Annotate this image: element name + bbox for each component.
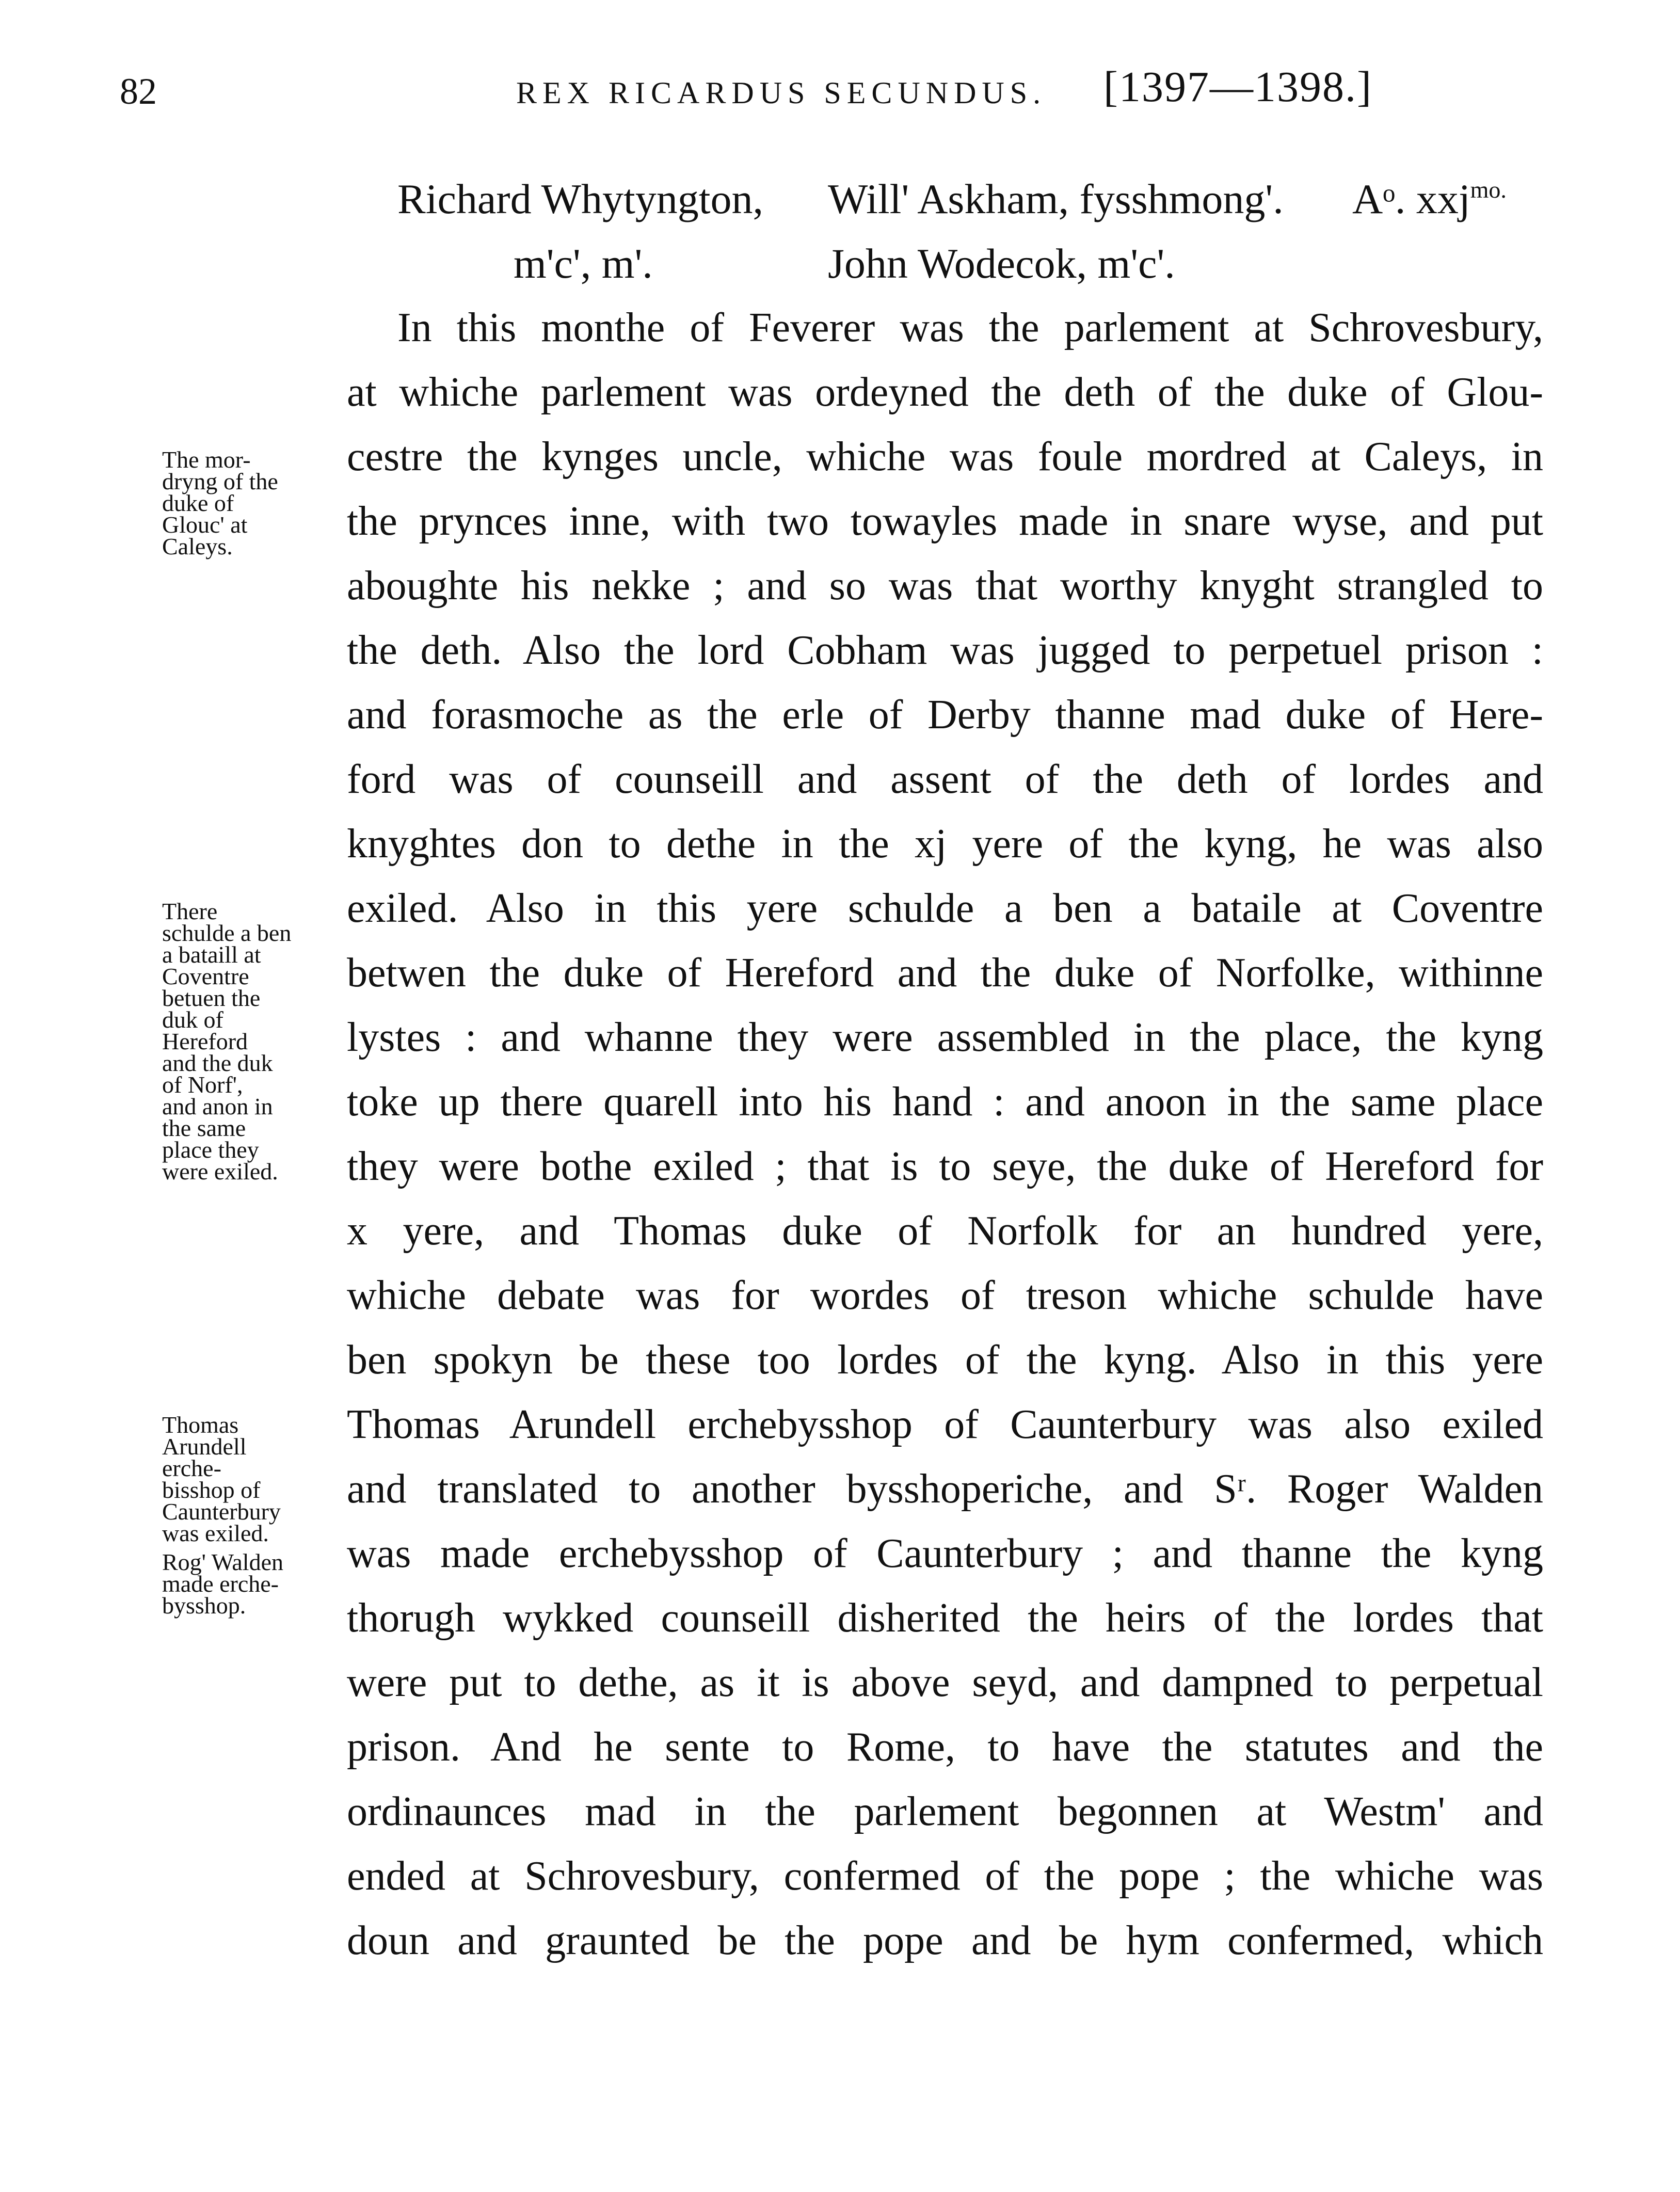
margin-note-line: bisshop of [162, 1477, 261, 1503]
margin-note-line: The mor- [162, 446, 251, 473]
margin-note-line: erche- [162, 1455, 221, 1481]
mayor-trades: m'c', m'. [514, 240, 653, 287]
page-number: 82 [120, 71, 157, 112]
sheriff-one: Will' Askham, fysshmong'. [828, 175, 1284, 222]
margin-note-line: made erche- [162, 1571, 279, 1597]
regnal-year: Aᵒ. xxj$^{mo.}$ [1352, 175, 1507, 222]
body-line: Thomas Arundell erchebysshop of Caunterbury was also exiled [347, 1402, 1543, 1447]
body-line: lystes : and whanne they were assembled in the place, the kyng [347, 1015, 1543, 1060]
body-line: whiche debate was for wordes of treson whiche schulde have [347, 1273, 1543, 1318]
body-line: the deth. Also the lord Cobham was jugged to perpetuel prison : [347, 628, 1543, 673]
margin-note-line: Caleys. [162, 533, 233, 559]
body-line: was made erchebysshop of Caunterbury ; and thanne the kyng [347, 1531, 1543, 1576]
running-title: REX RICARDUS SECUNDUS. [516, 76, 1047, 110]
body-line: ended at Schrovesbury, confermed of the pope ; the whiche was [347, 1853, 1543, 1899]
body-line: ben spokyn be these too lordes of the kyng. Also in this yere [347, 1337, 1543, 1383]
margin-note-line: Coventre [162, 963, 249, 989]
margin-note-line: was exiled. [162, 1520, 269, 1546]
body-line: thorugh wykked counseill disherited the heirs of the lordes that [347, 1595, 1543, 1641]
margin-note-line: Thomas [162, 1412, 239, 1438]
body-line: ordinaunces mad in the parlement begonnen at Westm' and [347, 1789, 1543, 1834]
margin-note-line: betuen the [162, 985, 261, 1011]
body-line: at whiche parlement was ordeyned the deth of the duke of Glou- [347, 370, 1543, 415]
margin-note-line: and the duk [162, 1050, 273, 1076]
margin-note-line: Caunterbury [162, 1498, 281, 1525]
body-line: In this monthe of Feverer was the parlement at Schrovesbury, [397, 305, 1543, 350]
margin-note-line: duke of [162, 490, 234, 516]
margin-note-line: and anon in [162, 1093, 273, 1119]
margin-note-line: Arundell [162, 1433, 247, 1460]
margin-note-line: Hereford [162, 1028, 248, 1054]
page-header [0, 61, 1680, 123]
margin-note-line: Rog' Walden [162, 1549, 283, 1575]
sheriff-two: John Wodecok, m'c'. [828, 240, 1175, 287]
margin-note-line: a bataill at [162, 941, 261, 968]
body-line: aboughte his nekke ; and so was that worthy knyght strangled to [347, 563, 1543, 609]
body-line: cestre the kynges uncle, whiche was foule mordred at Caleys, in [347, 434, 1543, 479]
margin-note-arundell [162, 1414, 283, 1617]
margin-note-line: the same [162, 1115, 246, 1141]
body-line: ford was of counseill and assent of the deth of lordes and [347, 757, 1543, 802]
body-line: exiled. Also in this yere schulde a ben a bataile at Coventre [347, 886, 1543, 931]
margin-note-line: There [162, 898, 218, 924]
margin-note-line: place they [162, 1137, 259, 1163]
body-line: prison. And he sente to Rome, to have the statutes and the [347, 1724, 1543, 1770]
margin-note-coventre [162, 898, 292, 1185]
body-line: and translated to another bysshoperiche, and Sʳ. Roger Walden [347, 1466, 1543, 1512]
body-line: x yere, and Thomas duke of Norfolk for an hundred yere, [347, 1208, 1543, 1254]
header-date-range: [1397—1398.] [1103, 63, 1372, 111]
body-line: the prynces inne, with two towayles made in snare wyse, and put [347, 499, 1543, 544]
margin-note-line: were exiled. [162, 1158, 278, 1185]
margin-note-line: Glouc' at [162, 511, 248, 538]
margin-note-gloucester [162, 446, 278, 559]
body-line: betwen the duke of Hereford and the duke of Norfolke, withinne [347, 950, 1543, 996]
margin-note-line: bysshop. [162, 1592, 246, 1619]
margin-note-line: schulde a ben [162, 920, 292, 946]
margin-note-line: dryng of the [162, 468, 278, 494]
body-line: and forasmoche as the erle of Derby thanne mad duke of Here- [347, 692, 1543, 738]
margin-note-line: duk of [162, 1006, 223, 1033]
body-line: knyghtes don to dethe in the xj yere of the kyng, he was also [347, 821, 1543, 867]
body-line: toke up there quarell into his hand : and anoon in the same place [347, 1079, 1543, 1125]
body-line: they were bothe exiled ; that is to seye, the duke of Hereford for [347, 1144, 1543, 1189]
margin-note-line: of Norf', [162, 1071, 243, 1098]
body-line: doun and graunted be the pope and be hym confermed, which [347, 1918, 1543, 1963]
body-line: were put to dethe, as it is above seyd, and dampned to perpetual [347, 1660, 1543, 1705]
mayor-name: Richard Whytyngton, [397, 175, 764, 222]
